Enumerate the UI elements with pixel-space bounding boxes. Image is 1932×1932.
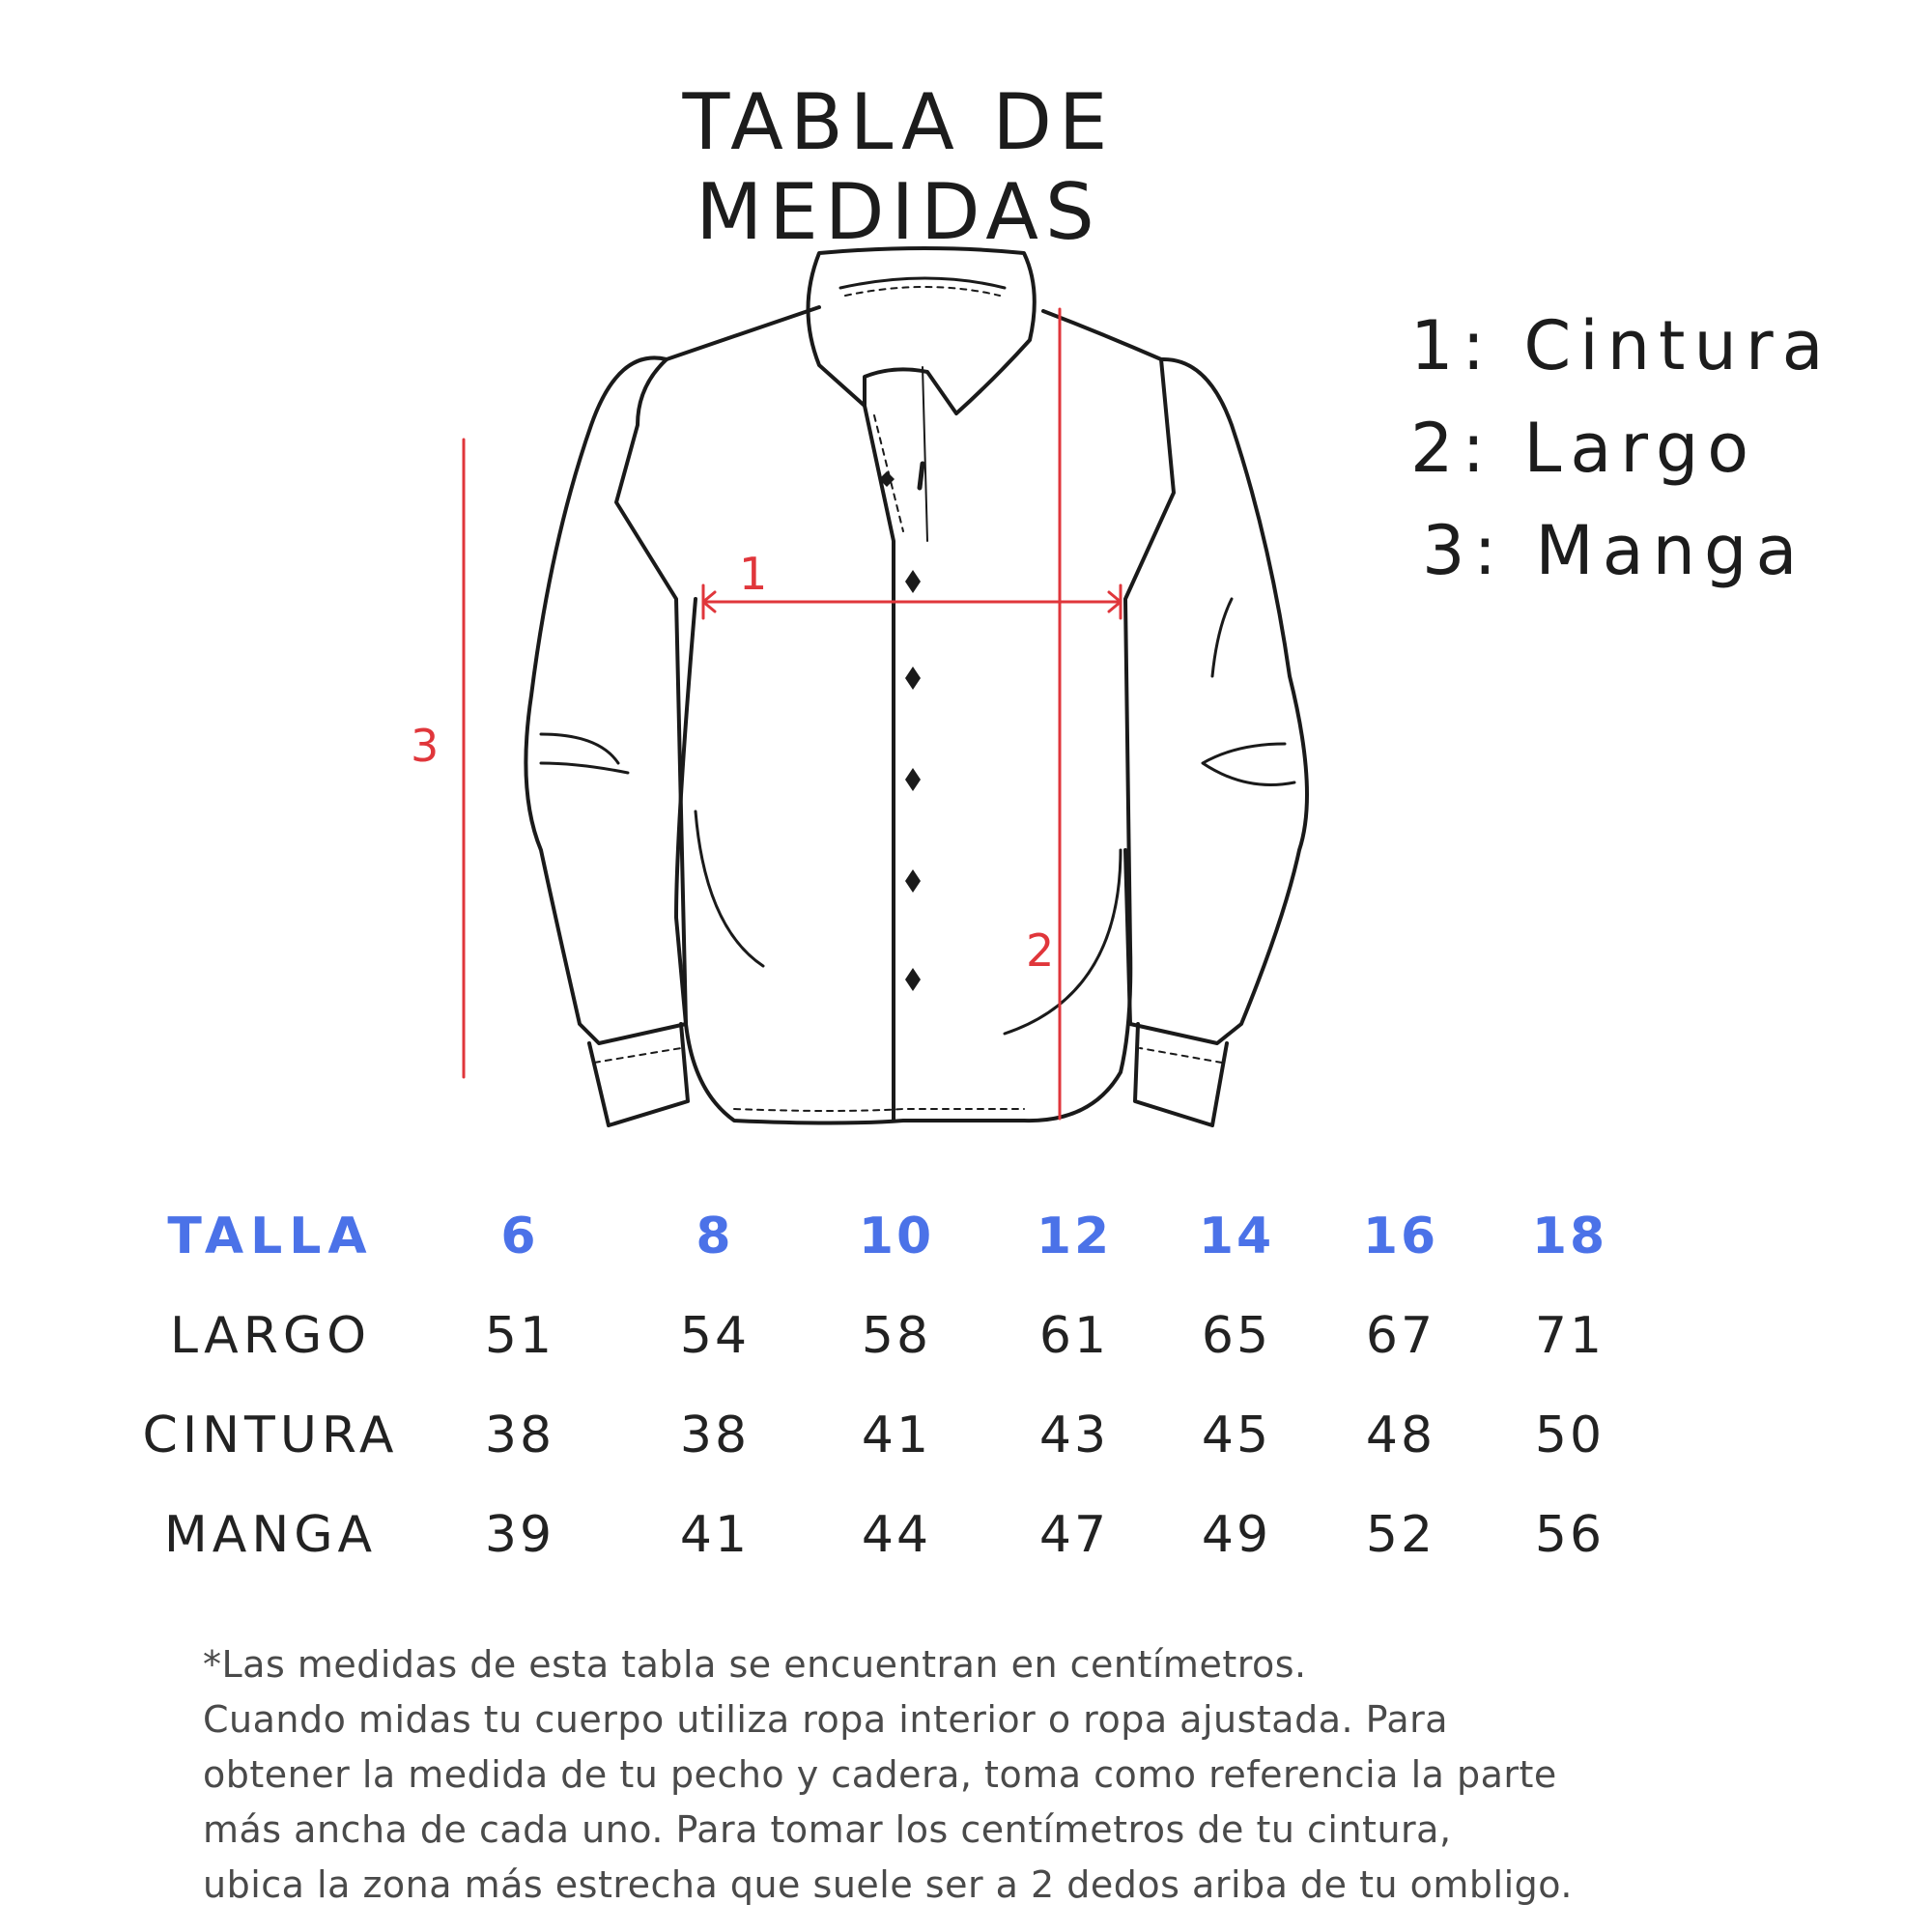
header-size: 10	[858, 1208, 935, 1265]
marker-3: 3	[411, 720, 440, 772]
shirt-diagram	[386, 232, 1352, 1150]
measurement-note	[203, 1637, 1710, 1913]
table-cell: 50	[1534, 1406, 1605, 1464]
header-label-talla: TALLA	[167, 1208, 374, 1265]
table-cell: 54	[679, 1307, 751, 1365]
table-header-row	[0, 1198, 1932, 1297]
table-cell: 47	[1038, 1506, 1110, 1564]
table-cell: 71	[1534, 1307, 1605, 1365]
table-cell: 43	[1038, 1406, 1110, 1464]
table-cell: 52	[1365, 1506, 1436, 1564]
table-cell: 48	[1365, 1406, 1436, 1464]
legend-item-cintura: 1: Cintura	[1410, 306, 1833, 385]
marker-1: 1	[739, 548, 768, 600]
note-line: obtener la medida de tu pecho y cadera, toma como referencia la parte	[203, 1753, 1557, 1796]
header-size: 6	[500, 1208, 539, 1265]
legend-item-largo: 2: Largo	[1410, 409, 1758, 488]
note-line: *Las medidas de esta tabla se encuentran en centímetros.	[203, 1643, 1307, 1686]
page-title: TABLA DE MEDIDAS	[682, 77, 1115, 257]
marker-2: 2	[1026, 924, 1055, 977]
header-size: 16	[1362, 1208, 1439, 1265]
header-size: 14	[1198, 1208, 1275, 1265]
note-line: ubica la zona más estrecha que suele ser a 2 dedos ariba de tu ombligo.	[203, 1863, 1573, 1906]
table-cell: 41	[861, 1406, 932, 1464]
table-cell: 67	[1365, 1307, 1436, 1365]
legend-item-manga: 3: Manga	[1422, 511, 1806, 590]
table-row-manga	[0, 1496, 1932, 1596]
table-row-largo	[0, 1297, 1932, 1397]
shirt-buttons	[879, 471, 921, 991]
table-cell: 38	[679, 1406, 751, 1464]
table-row-cintura	[0, 1397, 1932, 1496]
table-cell: 49	[1201, 1506, 1272, 1564]
header-size: 8	[696, 1208, 734, 1265]
header-size: 12	[1036, 1208, 1113, 1265]
table-cell: 44	[861, 1506, 932, 1564]
shirt-outline	[526, 248, 1307, 1125]
note-line: más ancha de cada uno. Para tomar los centímetros de tu cintura,	[203, 1808, 1452, 1851]
table-cell: 58	[861, 1307, 932, 1365]
note-line: Cuando midas tu cuerpo utiliza ropa interior o ropa ajustada. Para	[203, 1698, 1449, 1741]
table-cell: 61	[1038, 1307, 1110, 1365]
header-size: 18	[1531, 1208, 1608, 1265]
table-cell: 56	[1534, 1506, 1605, 1564]
measurement-markers	[411, 548, 1054, 977]
measurement-lines	[464, 309, 1121, 1119]
table-cell: 41	[679, 1506, 751, 1564]
table-cell: 38	[484, 1406, 555, 1464]
row-label: MANGA	[163, 1506, 378, 1564]
row-label: LARGO	[169, 1307, 372, 1365]
table-cell: 51	[484, 1307, 555, 1365]
size-table	[0, 1198, 1932, 1596]
measurement-legend	[1410, 295, 1833, 602]
table-cell: 65	[1201, 1307, 1272, 1365]
row-label: CINTURA	[142, 1406, 399, 1464]
table-cell: 39	[484, 1506, 555, 1564]
table-cell: 45	[1201, 1406, 1272, 1464]
